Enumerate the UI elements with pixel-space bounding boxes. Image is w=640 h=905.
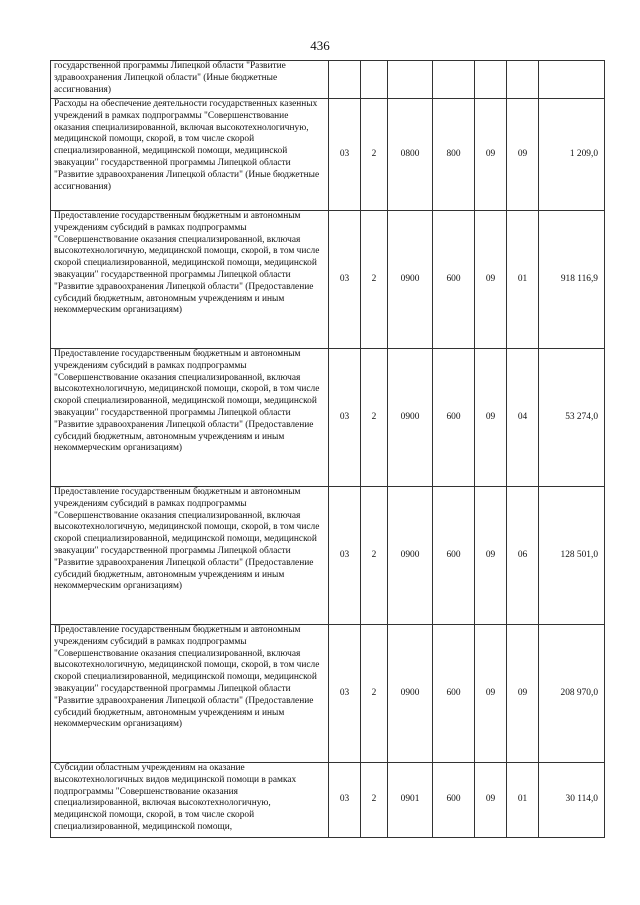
- row-code-3: 0900: [388, 487, 433, 625]
- row-code-2: 2: [361, 625, 388, 763]
- table-row: [51, 61, 605, 99]
- page-number: 436: [310, 38, 330, 53]
- row-description: Субсидии областным учреждениям на оказание высокотехнологичных видов медицинской помощи в рамках подпрограммы "Совершенствование оказания специализированной, включая высокотехнологичную, медицинской помощи, скорой, в том числе скорой специализированной, медицинской помощи,: [51, 763, 329, 838]
- row-code-6: [507, 61, 539, 99]
- row-amount: 30 114,0: [539, 763, 605, 838]
- row-code-6: 01: [507, 211, 539, 349]
- row-code-4: 600: [433, 487, 475, 625]
- row-code-6: 06: [507, 487, 539, 625]
- row-code-1: 03: [329, 625, 361, 763]
- row-code-3: 0800: [388, 99, 433, 211]
- row-amount: 53 274,0: [539, 349, 605, 487]
- row-code-4: 600: [433, 211, 475, 349]
- row-code-1: 03: [329, 211, 361, 349]
- row-code-4: [433, 61, 475, 99]
- row-code-2: 2: [361, 763, 388, 838]
- table-row: [51, 211, 605, 349]
- row-amount: [539, 61, 605, 99]
- row-code-4: 800: [433, 99, 475, 211]
- row-code-1: 03: [329, 487, 361, 625]
- row-code-6: 04: [507, 349, 539, 487]
- table-row: [51, 763, 605, 838]
- row-code-3: 0900: [388, 211, 433, 349]
- table-row: [51, 487, 605, 625]
- row-amount: 918 116,9: [539, 211, 605, 349]
- row-code-6: 09: [507, 99, 539, 211]
- row-code-3: 0900: [388, 625, 433, 763]
- row-code-5: 09: [475, 99, 507, 211]
- table-row: [51, 99, 605, 211]
- row-amount: 1 209,0: [539, 99, 605, 211]
- row-description: Предоставление государственным бюджетным и автономным учреждениям субсидий в рамках подпрограммы "Совершенствование оказания специализированной, включая высокотехнологичную, медицинской помощи, скорой, в том числе скорой специализированной, медицинской помощи, медицинской эвакуации" государственной программы Липецкой области "Развитие здравоохранения Липецкой области" (Предоставление субсидий бюджетным, автономным учреждениям и иным некоммерческим организациям): [51, 487, 329, 625]
- row-code-4: 600: [433, 625, 475, 763]
- row-code-2: 2: [361, 211, 388, 349]
- table-row: [51, 625, 605, 763]
- row-code-2: [361, 61, 388, 99]
- row-code-3: 0901: [388, 763, 433, 838]
- row-code-2: 2: [361, 349, 388, 487]
- row-code-4: 600: [433, 763, 475, 838]
- row-description: Предоставление государственным бюджетным и автономным учреждениям субсидий в рамках подпрограммы "Совершенствование оказания специализированной, включая высокотехнологичную, медицинской помощи, скорой, в том числе скорой специализированной, медицинской помощи, медицинской эвакуации" государственной программы Липецкой области "Развитие здравоохранения Липецкой области" (Предоставление субсидий бюджетным, автономным учреждениям и иным некоммерческим организациям): [51, 349, 329, 487]
- row-code-4: 600: [433, 349, 475, 487]
- row-code-5: 09: [475, 349, 507, 487]
- row-code-6: 01: [507, 763, 539, 838]
- row-code-6: 09: [507, 625, 539, 763]
- budget-table: [50, 60, 605, 838]
- table-row: [51, 349, 605, 487]
- row-code-2: 2: [361, 487, 388, 625]
- row-code-5: [475, 61, 507, 99]
- row-code-1: 03: [329, 99, 361, 211]
- row-code-1: 03: [329, 349, 361, 487]
- row-description: Предоставление государственным бюджетным и автономным учреждениям субсидий в рамках подпрограммы "Совершенствование оказания специализированной, включая высокотехнологичную, медицинской помощи, скорой, в том числе скорой специализированной, медицинской помощи, медицинской эвакуации" государственной программы Липецкой области "Развитие здравоохранения Липецкой области" (Предоставление субсидий бюджетным, автономным учреждениям и иным некоммерческим организациям): [51, 625, 329, 763]
- row-code-2: 2: [361, 99, 388, 211]
- row-code-3: 0900: [388, 349, 433, 487]
- row-code-5: 09: [475, 211, 507, 349]
- row-description: государственной программы Липецкой области "Развитие здравоохранения Липецкой области" (Иные бюджетные ассигнования): [51, 61, 329, 99]
- row-description: Предоставление государственным бюджетным и автономным учреждениям субсидий в рамках подпрограммы "Совершенствование оказания специализированной, включая высокотехнологичную, медицинской помощи, скорой, в том числе скорой специализированной, медицинской помощи, медицинской эвакуации" государственной программы Липецкой области "Развитие здравоохранения Липецкой области" (Предоставление субсидий бюджетным, автономным учреждениям и иным некоммерческим организациям): [51, 211, 329, 349]
- row-amount: 128 501,0: [539, 487, 605, 625]
- row-code-5: 09: [475, 763, 507, 838]
- row-code-3: [388, 61, 433, 99]
- row-code-5: 09: [475, 487, 507, 625]
- row-code-5: 09: [475, 625, 507, 763]
- row-description: Расходы на обеспечение деятельности государственных казенных учреждений в рамках подпрограммы "Совершенствование оказания специализированной, включая высокотехнологичную, медицинской помощи, скорой, в том числе скорой специализированной, медицинской помощи, медицинской эвакуации" государственной программы Липецкой области "Развитие здравоохранения Липецкой области" (Иные бюджетные ассигнования): [51, 99, 329, 211]
- row-code-1: 03: [329, 763, 361, 838]
- row-code-1: [329, 61, 361, 99]
- row-amount: 208 970,0: [539, 625, 605, 763]
